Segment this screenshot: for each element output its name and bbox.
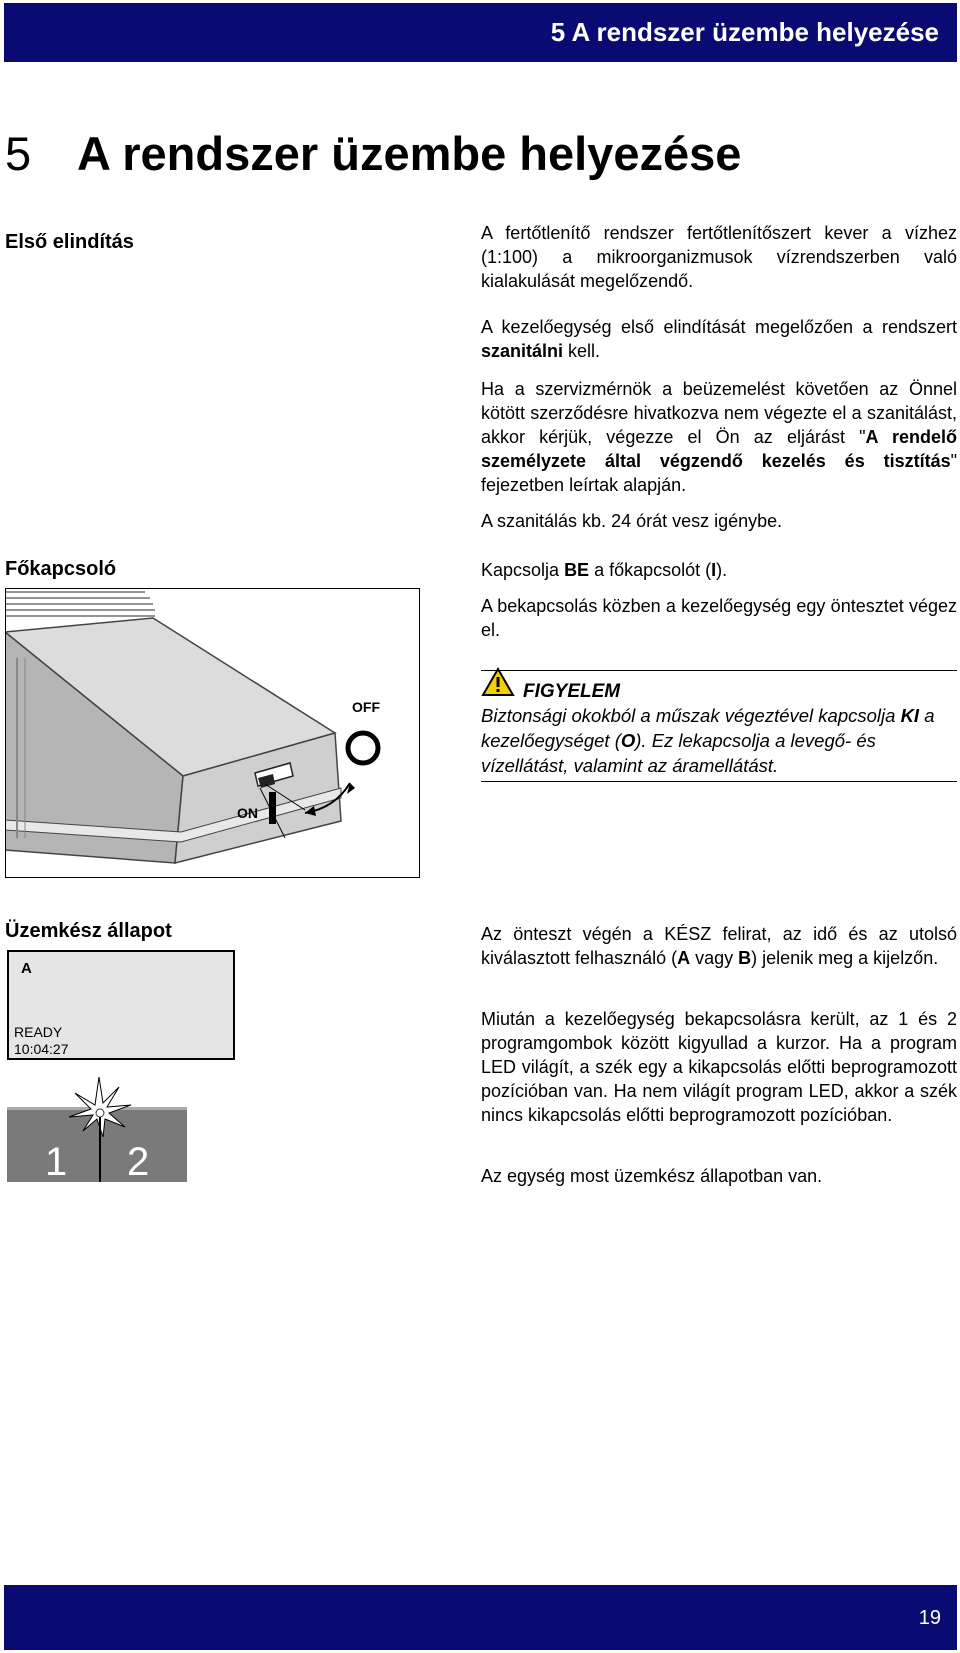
section-heading-ready: Üzemkész állapot (5, 920, 172, 942)
section-heading-first-start: Első elindítás (5, 231, 134, 253)
main-switch-illustration (5, 588, 420, 878)
lcd-display (7, 950, 235, 1060)
main-switch-paragraph-2: A bekapcsolás közben a kezelőegység egy öntesztet végez el. (481, 596, 957, 640)
page-footer-bar (4, 1585, 957, 1650)
program-button-1: 1 (45, 1140, 68, 1182)
chapter-title: A rendszer üzembe helyezése (77, 127, 742, 180)
page-header-bar (4, 3, 957, 62)
chapter-heading (5, 126, 741, 181)
warning-box (481, 670, 957, 782)
first-start-paragraph-2: A kezelőegység első elindítását megelőzően a rendszert szanitálni kell. (481, 317, 957, 361)
warning-triangle-icon (481, 667, 515, 697)
ready-paragraph-2: Miután a kezelőegység bekapcsolásra került, az 1 és 2 programgombok között kigyullad a kurzor. Ha a program LED világít, a szék egy a kikapcsolás előtti beprogramozott pozícióban van. Ha nem világít program LED, akkor a szék nincs kikapcsolás előtti beprogramozott pozícióban. (481, 1009, 957, 1125)
on-symbol (269, 792, 276, 824)
chapter-number: 5 (5, 127, 32, 180)
page-number: 19 (918, 1607, 941, 1629)
first-start-paragraph-3: Ha a szervizmérnök a beüzemelést követően az Önnel kötött szerződésre hivatkozva nem végezte el a szanitálást, akkor kérjük, végezze el Ön az eljárást "A rendelő személyzete által végzendő kezelés és tisztítás" fejezetben leírtak alapján. (481, 379, 957, 495)
main-switch-paragraph-1: Kapcsolja BE a főkapcsolót (I). (481, 560, 728, 580)
ready-paragraph-1: Az önteszt végén a KÉSZ felirat, az idő és az utolsó kiválasztott felhasználó (A vagy B) jelenik meg a kijelzőn. (481, 924, 957, 968)
ready-paragraph-3: Az egység most üzemkész állapotban van. (481, 1166, 823, 1186)
section-heading-main-switch: Főkapcsoló (5, 558, 117, 580)
warning-header (481, 671, 957, 703)
warning-label: FIGYELEM (523, 681, 621, 702)
first-start-paragraph-4: A szanitálás kb. 24 órát vesz igénybe. (481, 511, 783, 531)
program-button-2: 2 (127, 1140, 150, 1182)
program-button-panel (7, 1077, 187, 1182)
warning-text: Biztonsági okokból a műszak végeztével kapcsolja KI a kezelőegységet (O). Ez lekapcsolja a levegő- és vízellátást, valamint az áramellátást. (481, 705, 935, 776)
first-start-paragraph-1: A fertőtlenítő rendszer fertőtlenítőszert kever a vízhez (1:100) a mikroorganizmusok vízrendszerben való kialakulását megelőzendő. (481, 223, 957, 291)
display-status: READY (14, 1024, 63, 1040)
display-user: A (21, 960, 32, 977)
display-time: 10:04:27 (14, 1041, 69, 1057)
on-label: ON (237, 805, 258, 821)
header-title: 5 A rendszer üzembe helyezése (550, 17, 939, 47)
off-label: OFF (352, 699, 380, 715)
